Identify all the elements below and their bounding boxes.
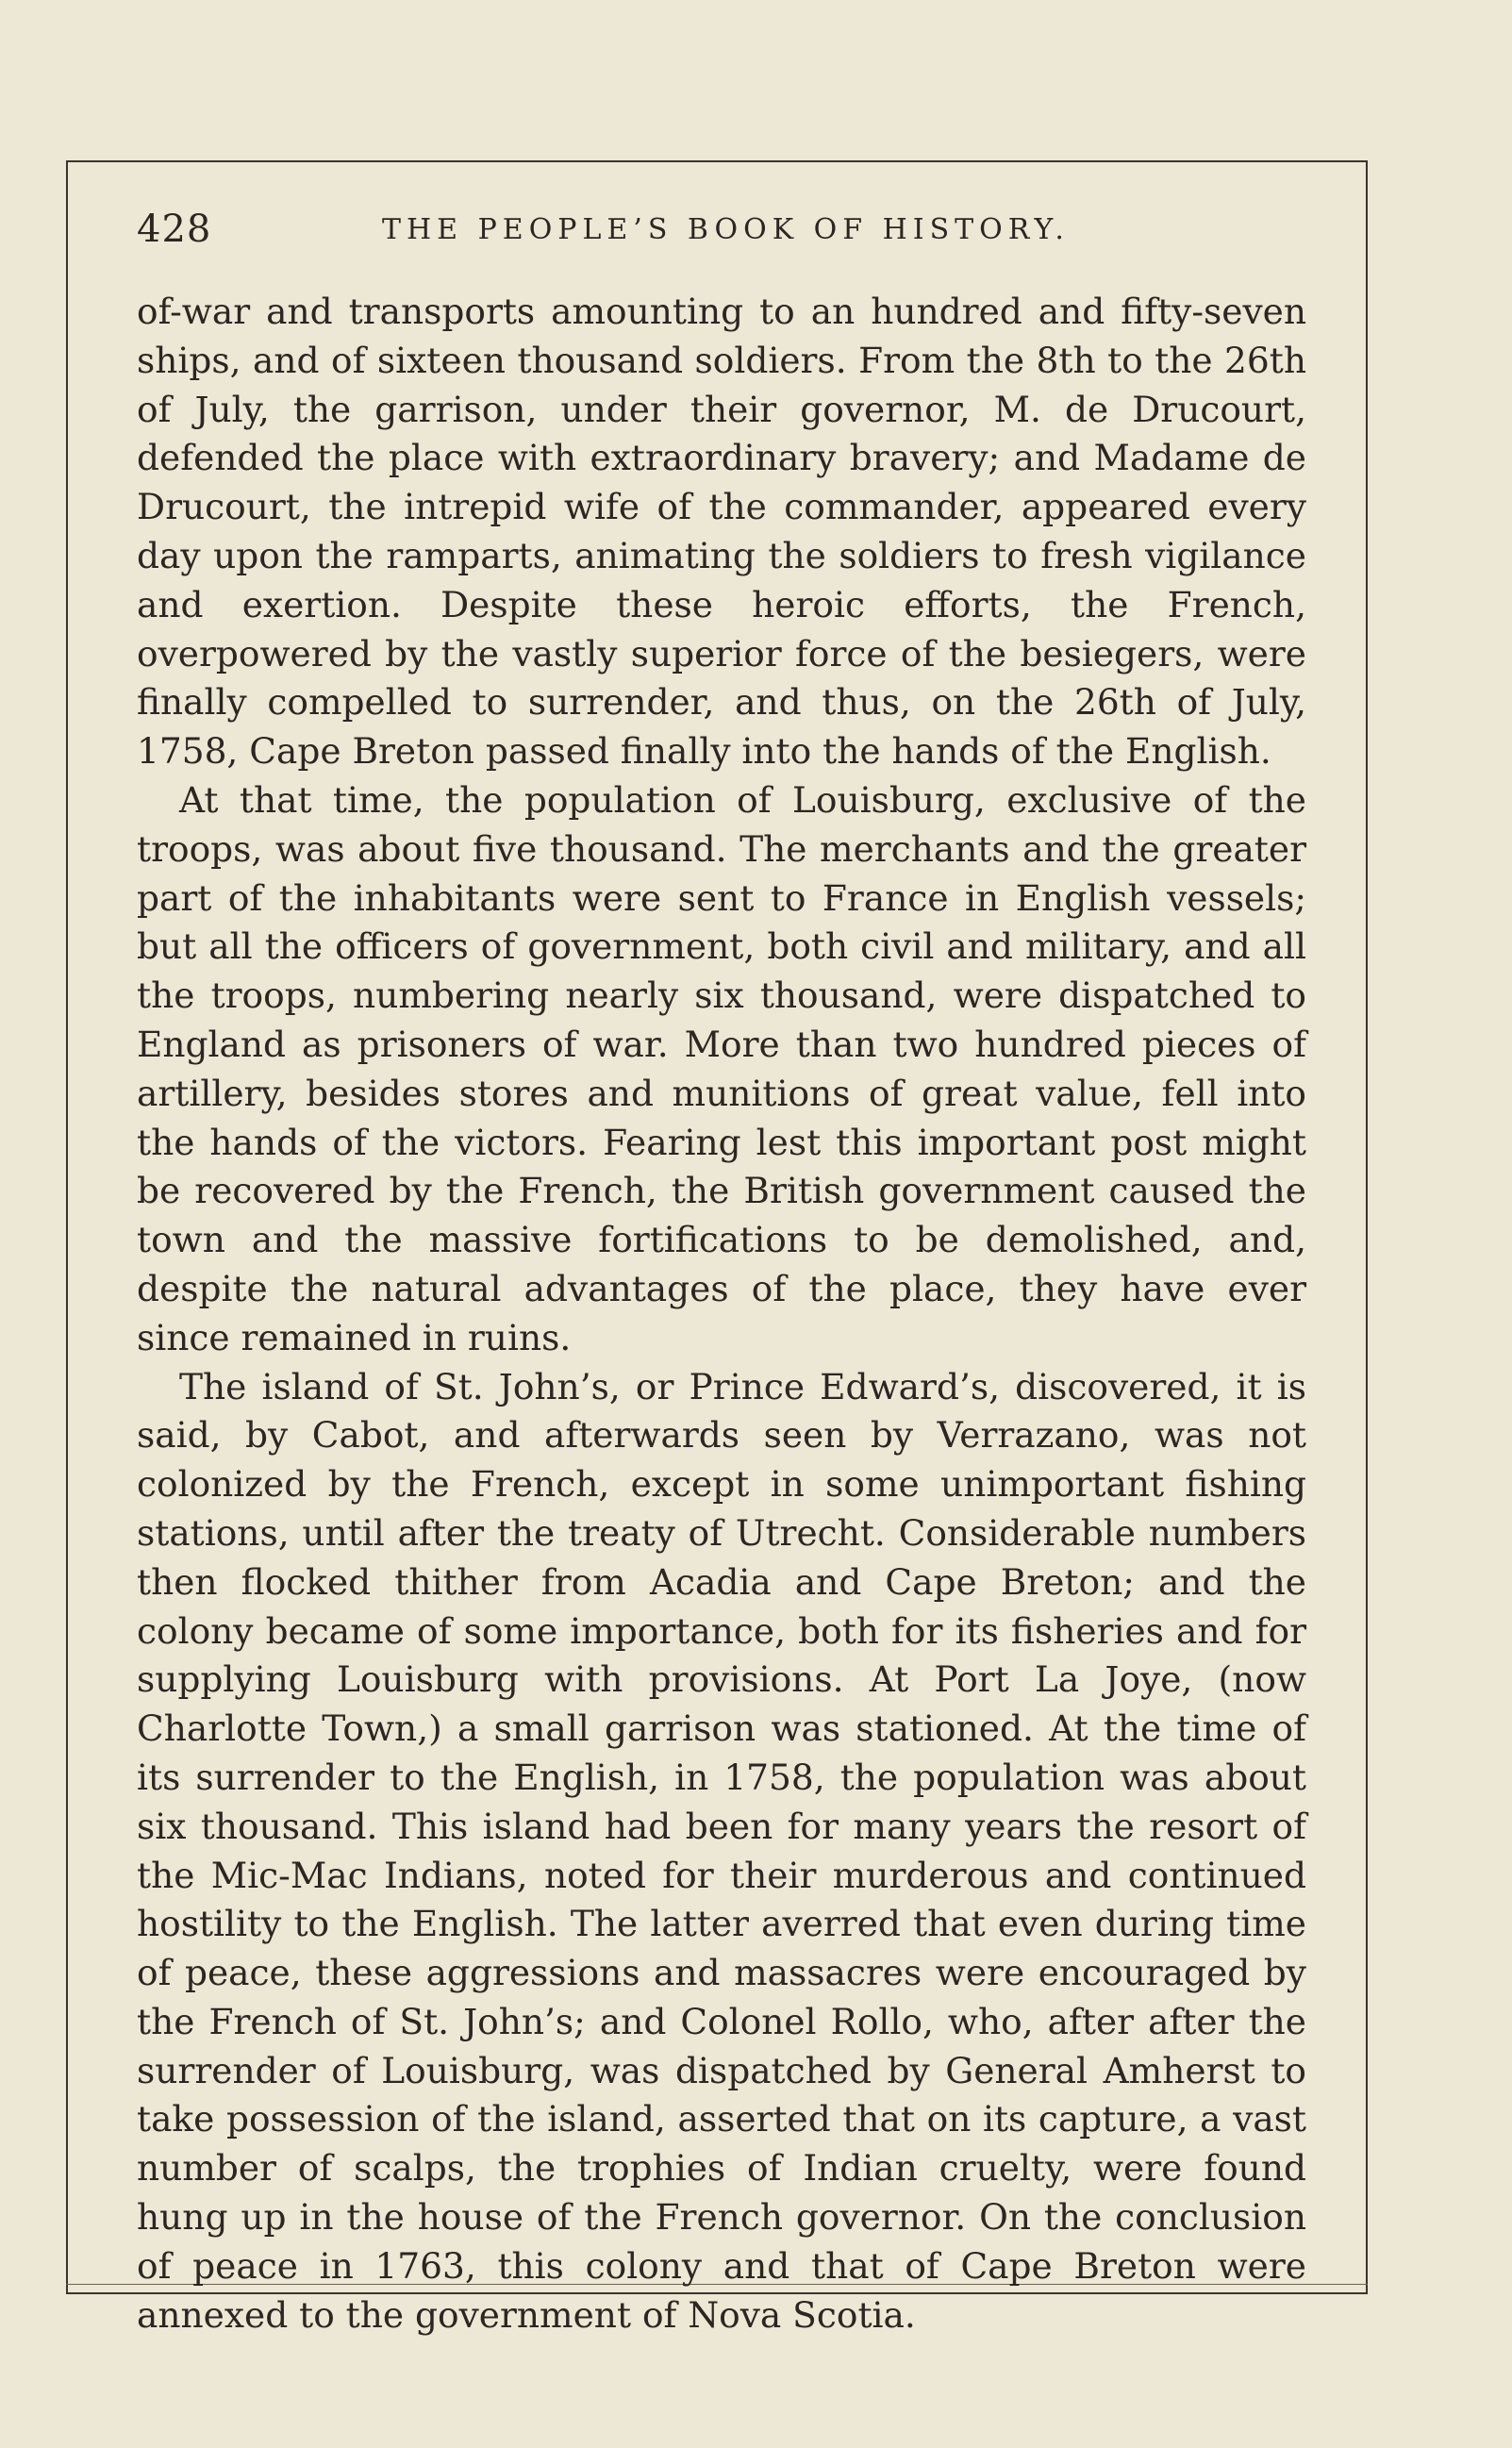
page-header	[137, 208, 1306, 264]
paragraph-2: At that time, the population of Louisburg, exclusive of the troops, was about five thousand. The merchants and the greater part of the inhabitants were sent to France in English vessels; but all the officers of government, both civil and military, and all the troops, numbering nearly six thousand, were dispatched to England as prisoners of war. More than two hundred pieces of artillery, besides stores and munitions of great value, fell into the hands of the victors. Fearing lest this important post might be recovered by the French, the British government caused the town and the massive fortifications to be demolished, and, despite the natural advantages of the place, they have ever since remained in ruins.	[137, 778, 1306, 1358]
page-number: 428	[137, 208, 212, 251]
paragraph-3: The island of St. John’s, or Prince Edward’s, discovered, it is said, by Cabot, and afterwards seen by Verrazano, was not colonized by the French, except in some unimportant fishing stations, until after the treaty of Utrecht. Considerable numbers then flocked thither from Acadia and Cape Breton; and the colony became of some importance, both for its fisheries and for supplying Louisburg with provisions. At Port La Joye, (now Charlotte Town,) a small garrison was stationed. At the time of its surrender to the English, in 1758, the population was about six thousand. This island had been for many years the resort of the Mic-Mac Indians, noted for their murderous and continued hostility to the English. The latter averred that even during time of peace, these aggressions and massacres were encouraged by the French of St. John’s; and Colonel Rollo, who, after after the surrender of Louisburg, was dispatched by General Amherst to take possession of the island, asserted that on its capture, a vast number of scalps, the trophies of Indian cruelty, were found hung up in the house of the French governor. On the conclusion of peace in 1763, this colony and that of Cape Breton were annexed to the government of Nova Scotia.	[137, 1365, 1306, 2336]
body-text	[137, 288, 1306, 2340]
paragraph-1: of-war and transports amounting to an hundred and fifty-seven ships, and of sixteen thousand soldiers. From the 8th to the 26th of July, the garrison, under their governor, M. de Drucourt, defended the place with extraordinary bravery; and Madame de Drucourt, the intrepid wife of the commander, appeared every day upon the ramparts, animating the soldiers to fresh vigilance and exertion. Despite these heroic efforts, the French, overpowered by the vastly superior force of the besiegers, were finally compelled to surrender, and thus, on the 26th of July, 1758, Cape Breton passed finally into the hands of the English.	[137, 291, 1306, 773]
running-title: THE PEOPLE’S BOOK OF HISTORY.	[382, 213, 1070, 246]
